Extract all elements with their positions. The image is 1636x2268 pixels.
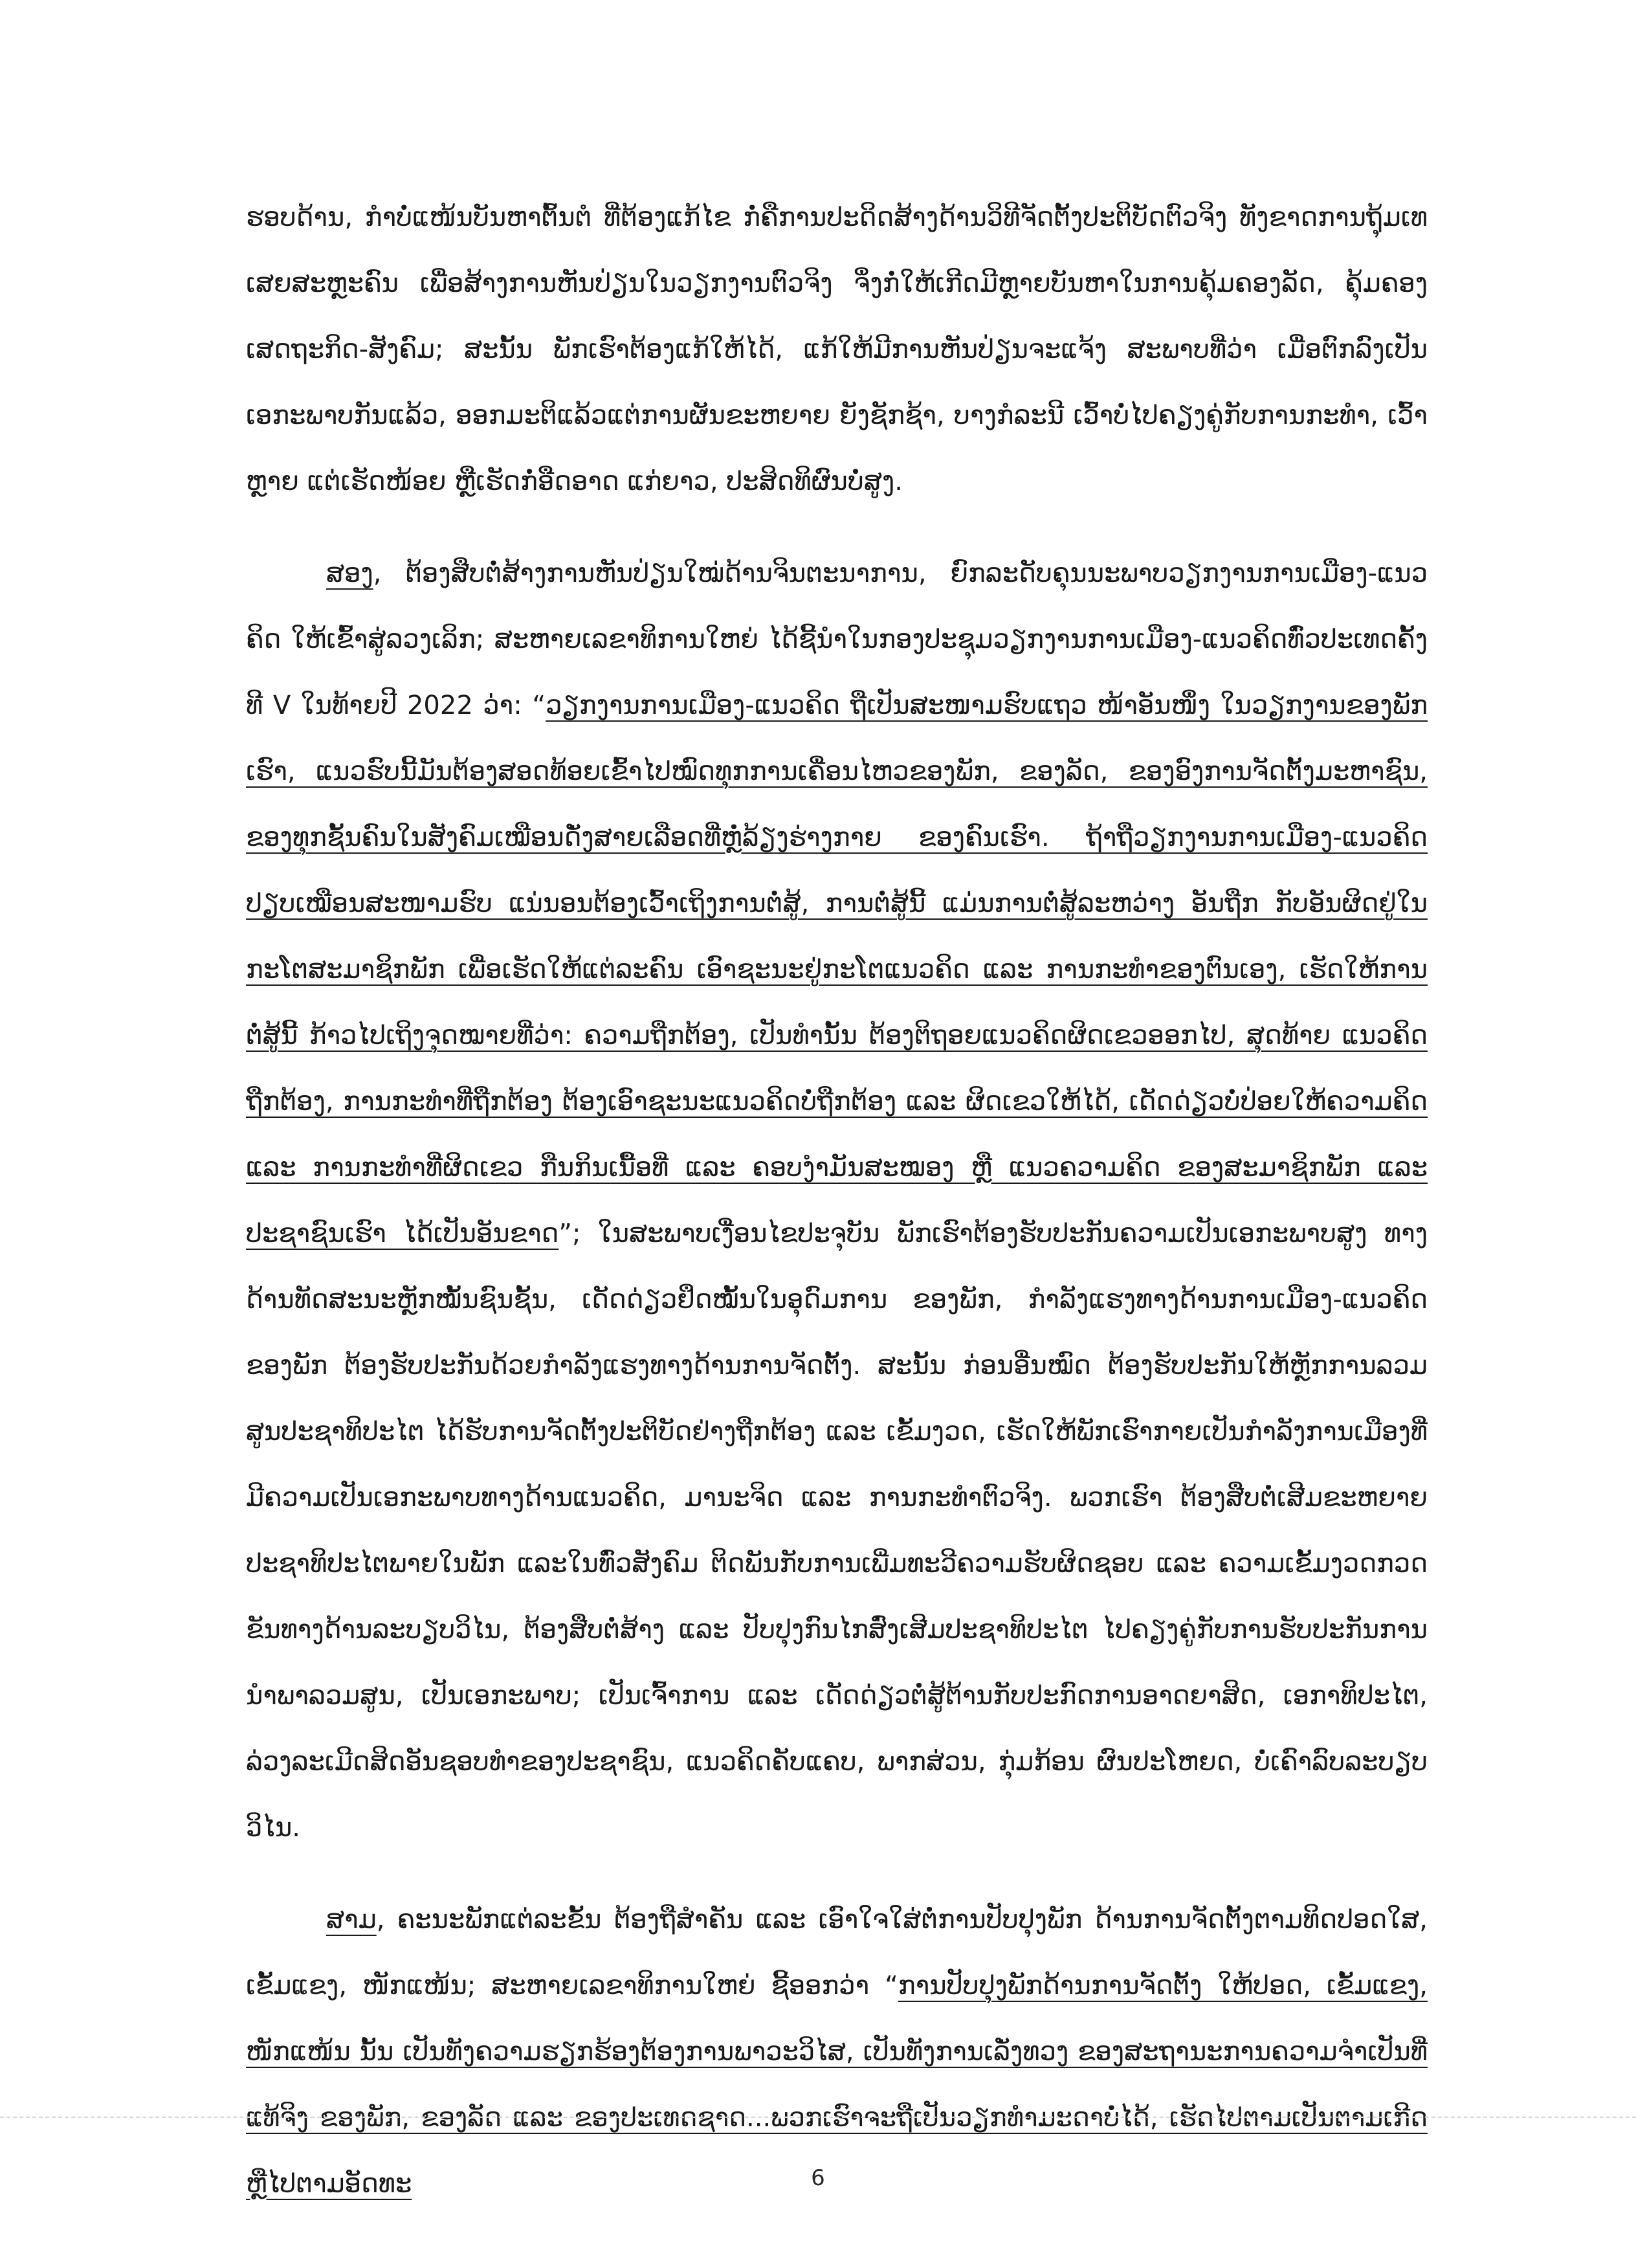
footer-divider <box>0 2117 1636 2118</box>
paragraph-2-body: ”; ໃນສະພາບເງື່ອນໄຂປະຈຸບັນ ພັກເຮົາຕ້ອງຮັບປະກັນຄວາມເປັນເອກະພາບສູງ ທາງດ້ານທັດສະນະຫຼັກໝັ້ນຊົນຊັ້ນ, ເດັດດ່ຽວຢຶດໝັ້ນໃນອຸດົມການ ຂອງພັກ, ກຳລັງແຮງທາງດ້ານການເມືອງ-ແນວຄິດ ຂອງພັກ ຕ້ອງຮັບປະກັນດ້ວຍກຳລັງແຮງທາງດ້ານການຈັດຕັ້ງ. ສະນັ້ນ ກ່ອນອື່ນໝົດ ຕ້ອງຮັບປະກັນໃຫ້ຫຼັກການລວມສູນປະຊາທິປະໄຕ ໄດ້ຮັບການຈັດຕັ້ງປະຕິບັດຢ່າງຖືກຕ້ອງ ແລະ ເຂັ້ມງວດ, ເຮັດໃຫ້ພັກເຮົາກາຍເປັນກຳລັງການເມືອງທີ່ມີຄວາມເປັນເອກະພາບທາງດ້ານແນວຄິດ, ມານະຈິດ ແລະ ການກະທຳຕົວຈິງ. ພວກເຮົາ ຕ້ອງສືບຕໍ່ເສີມຂະຫຍາຍປະຊາທິປະໄຕພາຍໃນພັກ ແລະໃນທົ່ວສັງຄົມ ຕິດພັນກັບການເພີ່ມທະວີຄວາມຮັບຜິດຊອບ ແລະ ຄວາມເຂັ້ມງວດກວດຂັນທາງດ້ານລະບຽບວິໄນ, ຕ້ອງສືບຕໍ່ສ້າງ ແລະ ປັບປຸງກົນໄກສົ່ງເສີມປະຊາທິປະໄຕ ໄປຄຽງຄູ່ກັບການຮັບປະກັນການນຳພາລວມສູນ, ເປັນເອກະພາບ; ເປັນເຈົ້າການ ແລະ ເດັດດ່ຽວຕໍ່ສູ້ຕ້ານກັບປະກົດການອາດຍາສິດ, ເອກາທິປະໄຕ, ລ່ວງລະເມີດສິດອັນຊອບທຳຂອງປະຊາຊົນ, ແນວຄິດຄັບແຄບ, ພາກສ່ວນ, ກຸ່ມກ້ອນ ຜົນປະໂຫຍດ, ບໍ່ເຄົາລົບລະບຽບວິໄນ. <box>246 1219 1428 1843</box>
paragraph-2-intro: , ຕ້ອງສືບຕໍ່ສ້າງການຫັນປ່ຽນໃໝ່ດ້ານຈິນຕະນາການ, ຍົກລະດັບຄຸນນະພາບວຽກງານການເມືອງ-ແນວຄິດ ໃຫ້ເຂົ້າສູ່ລວງເລິກ; ສະຫາຍເລຂາທິການໃຫຍ່ ໄດ້ຊີ້ນຳໃນກອງປະຊຸມວຽກງານການເມືອງ-ແນວຄິດທົ່ວປະເທດຄັ້ງທີ V ໃນທ້າຍປີ 2022 ວ່າ: “ <box>246 559 1428 720</box>
paragraph-3-lead: ສາມ <box>326 1905 377 1935</box>
paragraph-3-intro: , ຄະນະພັກແຕ່ລະຂັ້ນ ຕ້ອງຖືສຳຄັນ ແລະ ເອົາໃຈໃສ່ຕໍ່ການປັບປຸງພັກ ດ້ານການຈັດຕັ້ງຕາມທິດປອດໃສ, ເຂັ້ມແຂງ, ໜັກແໜ້ນ; ສະຫາຍເລຂາທິການໃຫຍ່ ຊີ້ອອກວ່າ “ <box>246 1905 1428 2001</box>
paragraph-2-quote: ວຽກງານການເມືອງ-ແນວຄິດ ຖືເປັນສະໜາມຮົບແຖວ ໜ້າອັນໜຶ່ງ ໃນວຽກງານຂອງພັກເຮົາ, ແນວຮົບນີ້ມັນຕ້ອງສອດທ້ອຍເຂົ້າໄປໝົດທຸກການເຄື່ອນໄຫວຂອງພັກ, ຂອງລັດ, ຂອງອົງການຈັດຕັ້ງມະຫາຊົນ, ຂອງທຸກຊັ້ນຄົນໃນສັງຄົມເໝືອນດັ່ງສາຍເລືອດທີ່ຫຼໍ່ລ້ຽງຮ່າງກາຍ ຂອງຄົນເຮົາ. ຖ້າຖືວຽກງານການເມືອງ-ແນວຄິດ ປຽບເໝືອນສະໜາມຮົບ ແນ່ນອນຕ້ອງເວົ້າເຖິງການຕໍ່ສູ້, ການຕໍ່ສູ້ນີ້ ແມ່ນການຕໍ່ສູ້ລະຫວ່າງ ອັນຖືກ ກັບອັນຜິດຢູ່ໃນກະໂຕສະມາຊິກພັກ ເພື່ອເຮັດໃຫ້ແຕ່ລະຄົນ ເອົາຊະນະຢູ່ກະໂຕແນວຄິດ ແລະ ການກະທຳຂອງຕົນເອງ, ເຮັດໃຫ້ການຕໍ່ສູ້ນີ້ ກ້າວໄປເຖິງຈຸດໝາຍທີ່ວ່າ: ຄວາມຖືກຕ້ອງ, ເປັນທຳນັ້ນ ຕ້ອງຕິຖອຍແນວຄິດຜິດເຂວອອກໄປ, ສຸດທ້າຍ ແນວຄິດຖືກຕ້ອງ, ການກະທຳທີ່ຖືກຕ້ອງ ຕ້ອງເອົາຊະນະແນວຄິດບໍ່ຖືກຕ້ອງ ແລະ ຜິດເຂວໃຫ້ໄດ້, ເດັດດ່ຽວບໍ່ປ່ອຍໃຫ້ຄວາມຄິດ ແລະ ການກະທຳທີ່ຜິດເຂວ ກືນກິນເນື້ອທີ່ ແລະ ຄອບງຳມັນສະໝອງ ຫຼື ແນວຄວາມຄິດ ຂອງສະມາຊິກພັກ ແລະ ປະຊາຊົນເຮົາ ໄດ້ເປັນອັນຂາດ <box>246 691 1428 1249</box>
paragraph-3-quote: ການປັບປຸງພັກດ້ານການຈັດຕັ້ງ ໃຫ້ປອດ, ເຂັ້ມແຂງ, ໜັກແໜ້ນ ນັ້ນ ເປັນທັງຄວາມຮຽກຮ້ອງຕ້ອງການພາວະວິໄສ, ເປັນທັງການເລັ່ງທວງ ຂອງສະຖານະການຄວາມຈຳເປັນທີ່ແທ້ຈິງ ຂອງພັກ, ຂອງລັດ ແລະ ຂອງປະເທດຊາດ...ພວກເຮົາຈະຖືເປັນວຽກທຳມະດາບໍ່ໄດ້, ເຮັດໄປຕາມເປັນຕາມເກີດ ຫຼືໄປຕາມອັດທະ <box>246 1971 1428 2199</box>
page-number: 6 <box>811 2165 825 2191</box>
paragraph-1-text: ຮອບດ້ານ, ກຳບໍ່ແໜ້ນບັນຫາຕົ້ນຕໍ ທີ່ຕ້ອງແກ້ໄຂ ກໍ່ຄືການປະດິດສ້າງດ້ານວິທີຈັດຕັ້ງປະຕິບັດຕົວຈິງ ທັງຂາດການຖຸ້ມເທ ເສຍສະຫຼະຄົນ ເພື່ອສ້າງການຫັນປ່ຽນໃນວຽກງານຕົວຈິງ ຈຶ່ງກໍ່ໃຫ້ເກີດມີຫຼາຍບັນຫາໃນການຄຸ້ມຄອງລັດ, ຄຸ້ມຄອງເສດຖະກິດ-ສັງຄົມ; ສະນັ້ນ ພັກເຮົາຕ້ອງແກ້ໃຫ້ໄດ້, ແກ້ໃຫ້ມີການຫັນປ່ຽນຈະແຈ້ງ ສະພາບທີ່ວ່າ ເມື່ອຕົກລົງເປັນເອກະພາບກັນແລ້ວ, ອອກມະຕິແລ້ວແຕ່ການຜັນຂະຫຍາຍ ຍັງຊັກຊ້າ, ບາງກໍລະນີ ເວົ້າບໍ່ໄປຄຽງຄູ່ກັບການກະທຳ, ເວົ້າຫຼາຍ ແຕ່ເຮັດໜ້ອຍ ຫຼືເຮັດກໍ່ອືດອາດ ແກ່ຍາວ, ປະສິດທິຜົນບໍ່ສູງ. <box>246 203 1428 496</box>
paragraph-2-lead: ສອງ <box>326 559 373 588</box>
paragraph-1 <box>246 184 1428 515</box>
paragraph-2 <box>246 540 1428 1861</box>
